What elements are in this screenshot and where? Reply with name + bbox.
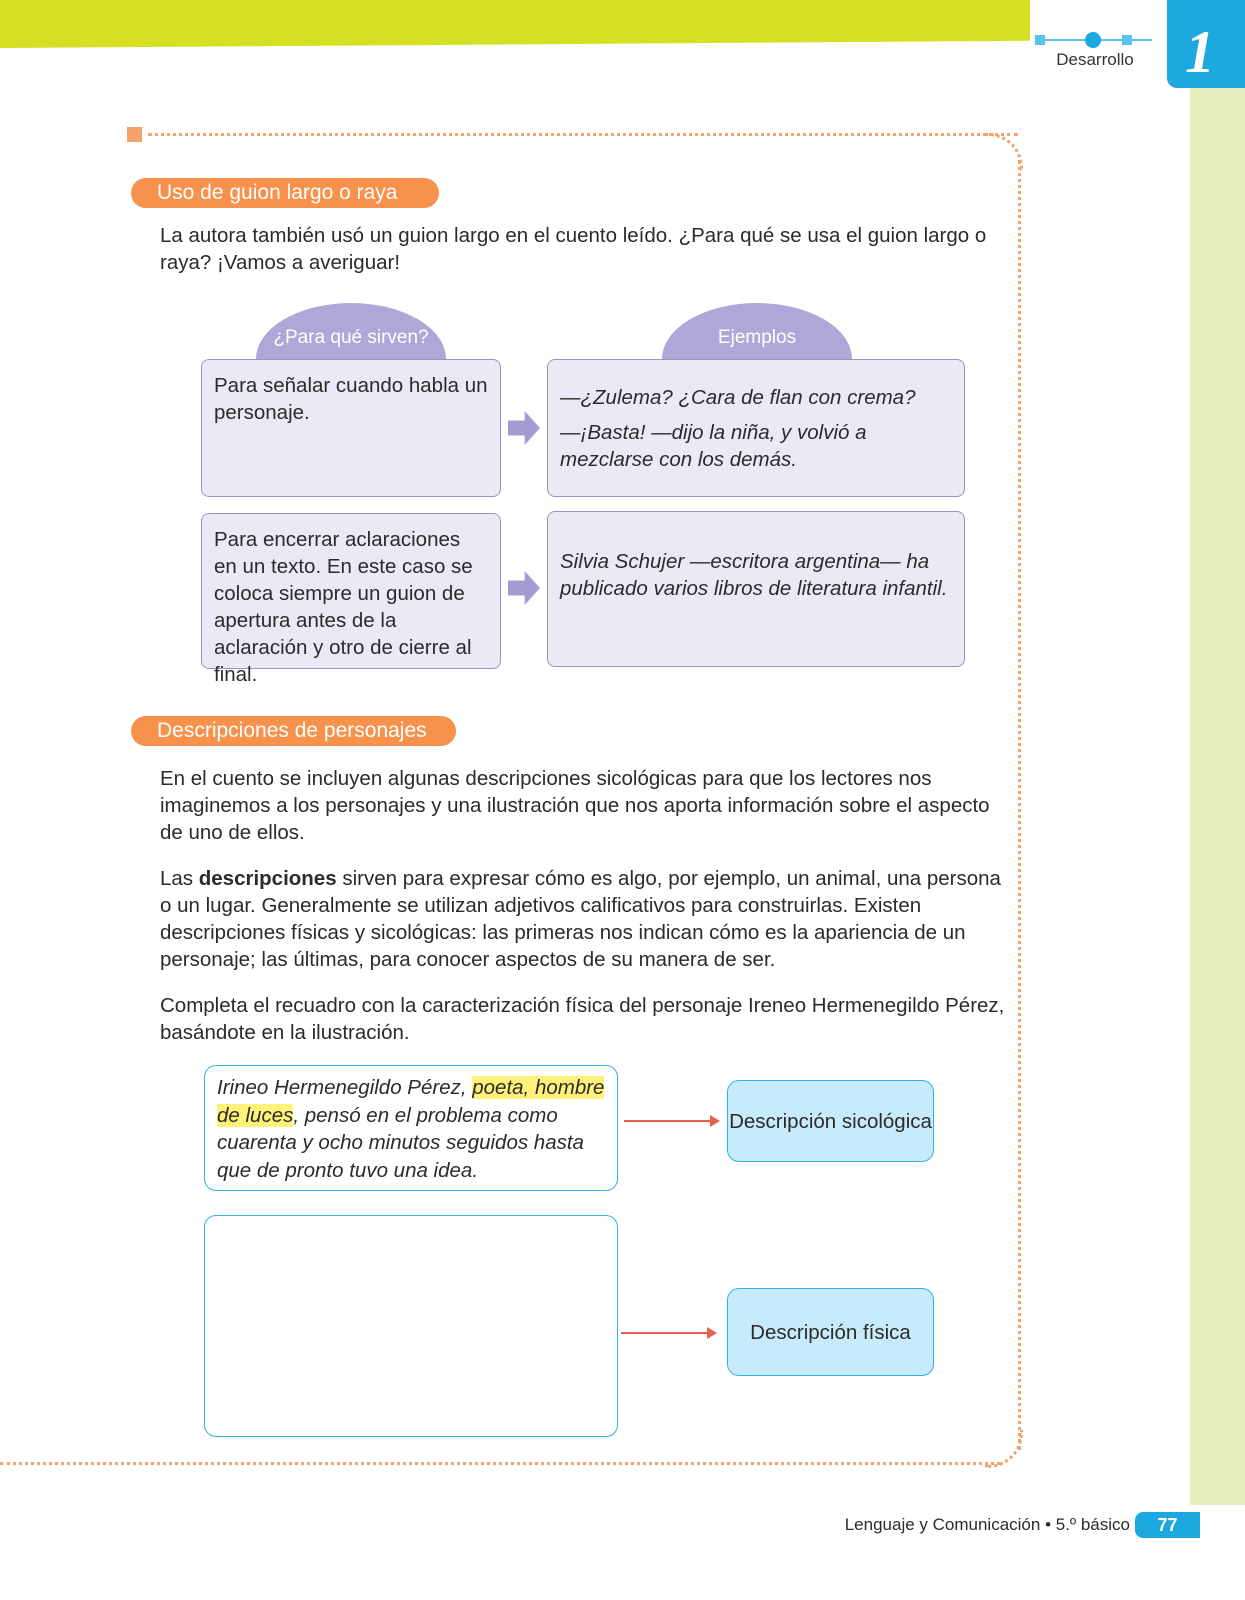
column-header-uses: ¿Para qué sirven? [256, 303, 446, 361]
example-line: —¡Basta! —dijo la niña, y volvió a mezclarse con los demás. [560, 421, 867, 471]
side-band [1190, 0, 1245, 1505]
progress-step-icon [1122, 35, 1132, 45]
descripciones-instruction: Completa el recuadro con la caracterización física del personaje Ireneo Hermenegildo Pérez, basándote en la ilustración. [160, 994, 1005, 1044]
use-box: Para señalar cuando habla un personaje. [201, 359, 501, 497]
connector-line [624, 1120, 712, 1122]
connector-line [621, 1332, 709, 1334]
quote-text: Irineo Hermenegildo Pérez, [217, 1076, 473, 1099]
key-term: descripciones [198, 867, 337, 890]
section-label: Desarrollo [1056, 50, 1134, 69]
arrow-head-icon [710, 1115, 720, 1127]
frame-marker [127, 127, 142, 142]
label-sicologica: Descripción sicológica [727, 1080, 934, 1162]
answer-box[interactable] [204, 1215, 618, 1437]
page-number: 77 [1135, 1512, 1200, 1538]
right-arrow-icon [508, 411, 540, 445]
column-header-examples: Ejemplos [662, 303, 852, 361]
example-box [547, 511, 965, 667]
arrow-head-icon [707, 1327, 717, 1339]
quote-box [204, 1065, 618, 1191]
section-title-descripciones: Descripciones de personajes [131, 716, 456, 746]
descripciones-paragraph-1: En el cuento se incluyen algunas descripciones sicológicas para que los lectores nos imaginemos a los personajes y una ilustración que nos aporta información sobre el aspecto de uno de ellos. [160, 767, 990, 844]
highlighted-phrase: poeta, hombre de luces [217, 1076, 605, 1127]
label-fisica: Descripción física [727, 1288, 934, 1376]
chapter-number: 1 [1185, 19, 1215, 85]
frame-border-top [148, 133, 1018, 136]
header-band [0, 0, 1030, 48]
example-box [547, 359, 965, 497]
progress-current-icon [1085, 32, 1101, 48]
paragraph-text: sirven para expresar cómo es algo, por ejemplo, un animal, una persona o un lugar. Generalmente se utilizan adjetivos calificativos para construirlas. Existen descripciones físicas y sicológicas: las primeras nos indican cómo es la apariencia de un personaje; las últimas, para conocer aspectos de su manera de ser. [160, 867, 1001, 971]
paragraph-text: Las [160, 867, 199, 890]
descripciones-paragraph-2 [160, 865, 1005, 973]
frame-border-bottom [0, 1462, 1000, 1465]
section-title-guion: Uso de guion largo o raya [131, 178, 439, 208]
quote-text: , pensó en el problema como cuarenta y ocho minutos seguidos hasta que de pronto tuvo una idea. [217, 1103, 584, 1182]
guion-intro: La autora también usó un guion largo en el cuento leído. ¿Para qué se usa el guion largo o raya? ¡Vamos a averiguar! [160, 224, 987, 274]
right-arrow-icon [508, 571, 540, 605]
example-line: Silvia Schujer —escritora argentina— ha publicado varios libros de literatura infantil. [560, 550, 948, 600]
frame-border-right [1018, 160, 1021, 1450]
progress-step-icon [1035, 35, 1045, 45]
footer-subject: Lenguaje y Comunicación • 5.º básico [844, 1515, 1130, 1534]
use-box: Para encerrar aclaraciones en un texto. En este caso se coloca siempre un guion de apertura antes de la aclaración y otro de cierre al final. [201, 513, 501, 669]
example-line: —¿Zulema? ¿Cara de flan con crema? [560, 386, 916, 409]
